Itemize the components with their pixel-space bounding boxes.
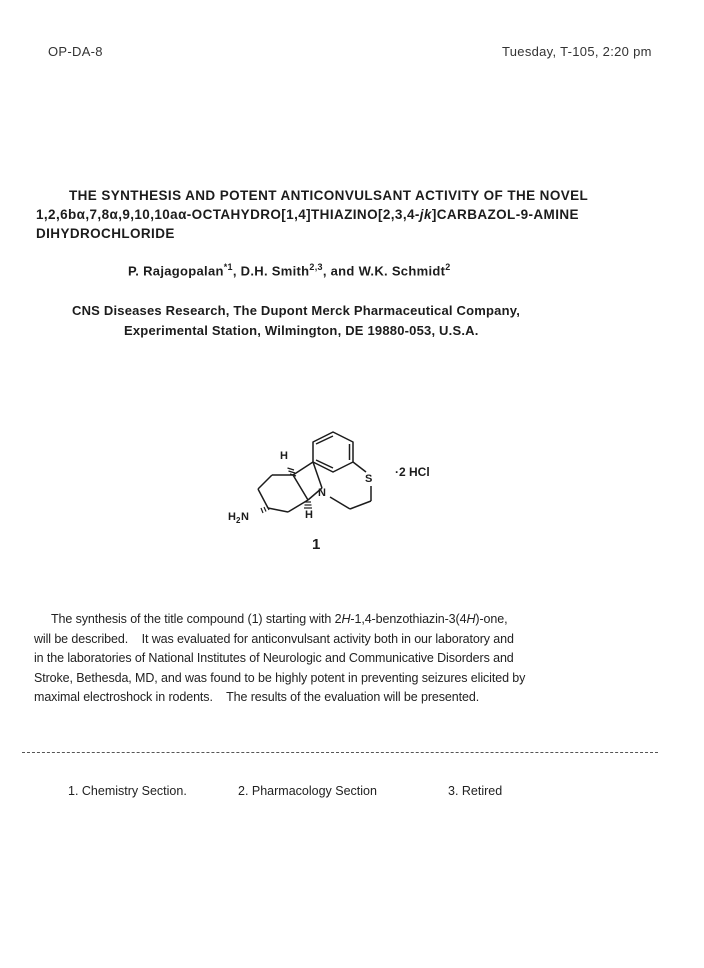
abstract-line-4: Stroke, Bethesda, MD, and was found to be highly potent in preventing seizures elicited by — [34, 670, 526, 685]
chemical-structure — [220, 425, 460, 555]
salt-label: ·2 HCl — [395, 465, 430, 479]
abstract-text: )-one, — [475, 612, 508, 626]
author-3-affil: 2 — [445, 262, 451, 272]
footnote-3: 3. Retired — [448, 784, 503, 798]
bond-c-c — [350, 501, 371, 509]
hashed-wedge-bottom — [304, 502, 312, 508]
bond-c-c — [293, 462, 313, 475]
affiliation-line-1: CNS Diseases Research, The Dupont Merck Pharmaceutical Company, — [72, 303, 521, 318]
author-1: P. Rajagopalan — [128, 263, 224, 279]
compound-number: 1 — [312, 536, 321, 553]
abstract-text: The synthesis of the title compound (1) starting with 2 — [51, 612, 342, 626]
title-line-2-italic: jk — [419, 207, 432, 222]
session-code: OP-DA-8 — [48, 44, 103, 59]
atom-n: N — [318, 487, 326, 499]
author-list — [128, 262, 451, 278]
amine-subscript: 2 — [236, 516, 241, 525]
author-3: W.K. Schmidt — [358, 263, 446, 279]
title-line-2-suffix: ]CARBAZOL-9-AMINE — [431, 207, 579, 222]
author-separator: , and — [322, 263, 359, 279]
bond-c-c — [258, 475, 272, 489]
author-2-affil: 2,3 — [309, 262, 323, 272]
affiliation-line-2: Experimental Station, Wilmington, DE 19880-053, U.S.A. — [124, 323, 479, 338]
abstract-line-2: will be described. It was evaluated for anticonvulsant activity both in our laboratory and — [34, 631, 514, 646]
author-separator: , — [232, 263, 241, 279]
ring-fusion-bond — [293, 475, 308, 500]
abstract — [34, 610, 634, 708]
title-line-2 — [36, 205, 656, 224]
title-line-1: THE SYNTHESIS AND POTENT ANTICONVULSANT ACTIVITY OF THE NOVEL — [69, 188, 589, 203]
footnote-divider — [22, 752, 658, 753]
benzene-ring — [313, 432, 353, 472]
amine-h: H — [228, 511, 236, 523]
session-schedule: Tuesday, T-105, 2:20 pm — [502, 44, 652, 59]
atom-s: S — [365, 473, 373, 485]
abstract-text: -1,4-benzothiazin-3(4 — [350, 612, 467, 626]
abstract-line-5: maximal electroshock in rodents. The results of the evaluation will be presented. — [34, 690, 480, 704]
abstract-italic: H — [341, 612, 351, 626]
affiliation — [72, 301, 520, 341]
paper-title — [36, 186, 656, 243]
footnote-2: 2. Pharmacology Section — [238, 784, 377, 798]
bond-c-c — [258, 489, 268, 508]
bond-c-c — [268, 508, 288, 512]
title-line-2-prefix: 1,2,6bα,7,8α,9,10,10aα-OCTAHYDRO[1,4]THIAZINO[2,3,4- — [36, 207, 420, 222]
abstract-line-3: in the laboratories of National Institutes of Neurologic and Communicative Disorders and — [34, 651, 514, 665]
bond-c-s — [353, 462, 366, 472]
abstract-italic: H — [466, 612, 476, 626]
title-line-3: DIHYDROCHLORIDE — [36, 226, 175, 241]
author-2: D.H. Smith — [240, 263, 310, 279]
atom-h-top: H — [280, 450, 288, 462]
abstract-line-1 — [34, 610, 634, 630]
author-1-affil: *1 — [223, 262, 233, 272]
hashed-wedge-amine — [261, 506, 269, 513]
bond-c-n — [330, 497, 350, 509]
footnote-1: 1. Chemistry Section. — [68, 784, 187, 798]
atom-h-bottom: H — [305, 509, 313, 521]
amine-n: N — [241, 511, 249, 523]
